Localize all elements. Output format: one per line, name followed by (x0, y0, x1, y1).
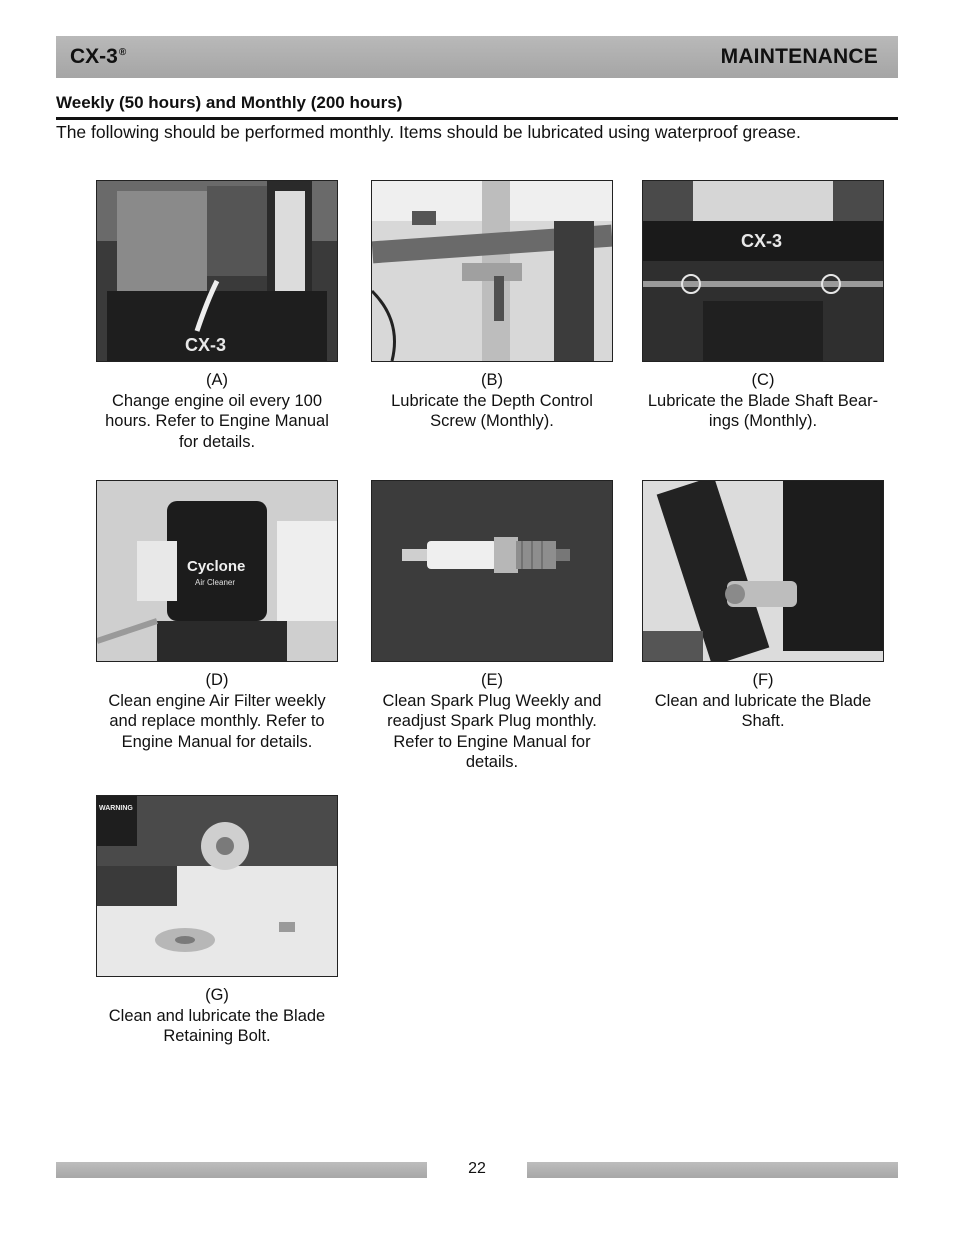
photo-spark-plug (371, 480, 613, 662)
photo-label: WARNING (99, 805, 133, 812)
photo-depth-control-screw (371, 180, 613, 362)
caption: (A) Change engine oil every 100 hours. Refer to Engine Manual for details. (105, 371, 329, 451)
photo-label: CX-3 (741, 231, 783, 251)
footer-bar-right (527, 1162, 898, 1178)
maintenance-item-c (642, 180, 884, 432)
maintenance-item-g (96, 795, 338, 1047)
page-header (56, 36, 898, 78)
maintenance-item-b (371, 180, 613, 432)
page-number: 22 (468, 1160, 486, 1177)
photo-engine-oil (96, 180, 338, 362)
section-title: MAINTENANCE (720, 45, 878, 68)
caption: (C) Lubricate the Blade Shaft Bear-ings (Monthly). (647, 371, 879, 430)
maintenance-item-f (642, 480, 884, 732)
caption: (E) Clean Spark Plug Weekly and readjust Spark Plug monthly. Refer to Engine Manual for details. (382, 671, 602, 771)
photo-sublabel: Air Cleaner (195, 578, 236, 587)
caption: (G) Clean and lubricate the Blade Retaining Bolt. (108, 986, 326, 1045)
photo-air-filter (96, 480, 338, 662)
maintenance-item-e (371, 480, 613, 773)
photo-blade-retaining-bolt (96, 795, 338, 977)
caption: (F) Clean and lubricate the Blade Shaft. (654, 671, 872, 730)
caption: (B) Lubricate the Depth Control Screw (Monthly). (391, 371, 593, 430)
maintenance-item-d (96, 480, 338, 752)
photo-blade-shaft-bearings (642, 180, 884, 362)
footer-bar-left (56, 1162, 427, 1178)
caption: (D) Clean engine Air Filter weekly and replace monthly. Refer to Engine Manual for details. (108, 671, 326, 751)
intro-text: The following should be performed monthly. Items should be lubricated using waterproof grease. (56, 122, 801, 142)
photo-label: Cyclone (187, 558, 246, 575)
model-name: CX-3® (70, 45, 127, 68)
photo-blade-shaft (642, 480, 884, 662)
maintenance-item-a (96, 180, 338, 452)
subheading: Weekly (50 hours) and Monthly (200 hours) (56, 93, 898, 120)
photo-label: CX-3 (185, 335, 227, 355)
